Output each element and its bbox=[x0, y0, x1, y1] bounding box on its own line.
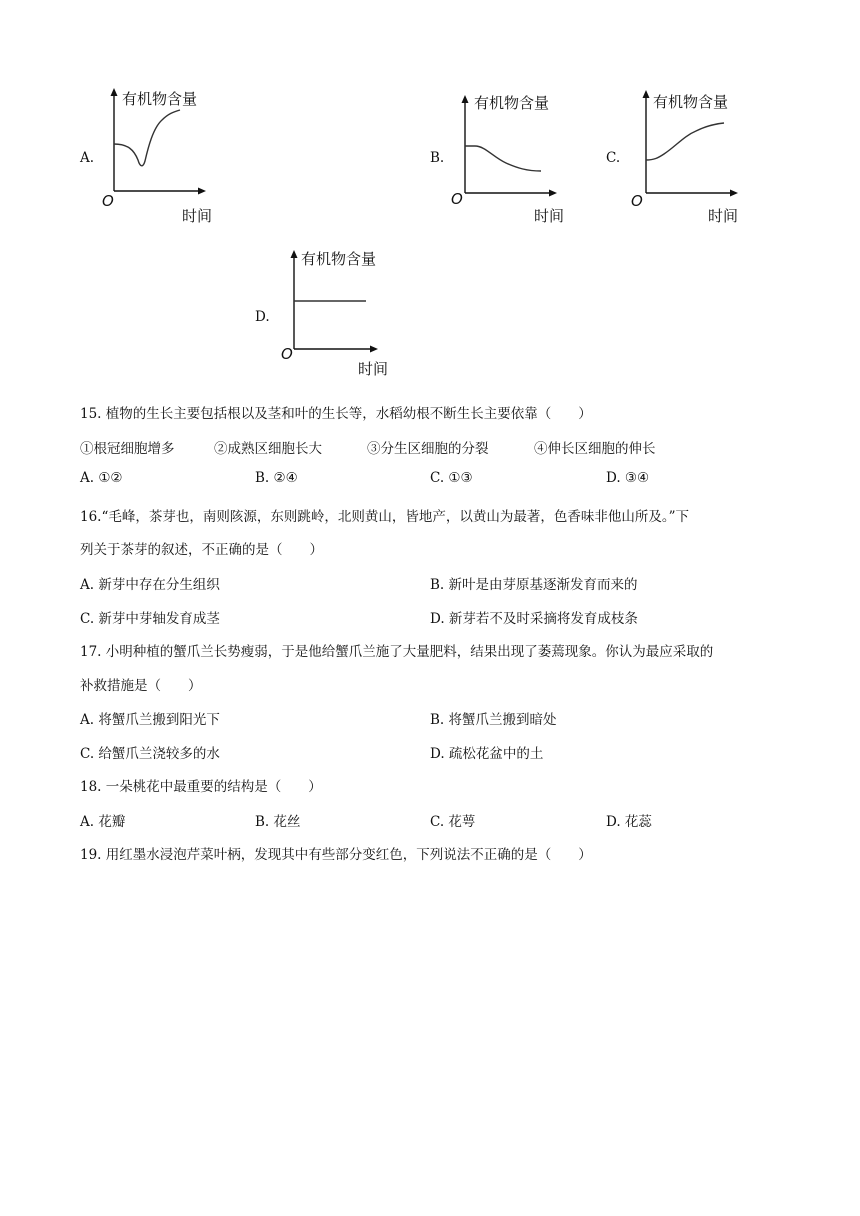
xlabel-d: 时间 bbox=[358, 360, 389, 378]
curve-a bbox=[114, 110, 180, 166]
y-axis-arrow bbox=[462, 95, 469, 103]
q17-stem-line1: 17. 小明种植的蟹爪兰长势瘦弱，于是他给蟹爪兰施了大量肥料，结果出现了萎蔫现象。你认为最应采取的 bbox=[80, 644, 714, 660]
q17-option-a: A. 将蟹爪兰搬到阳光下 bbox=[80, 712, 220, 728]
q15-item-1: ①根冠细胞增多 bbox=[80, 441, 175, 457]
x-axis-arrow bbox=[730, 190, 738, 197]
q18-option-a: A. 花瓣 bbox=[80, 814, 126, 830]
q16-option-b: B. 新叶是由芽原基逐渐发育而来的 bbox=[430, 577, 638, 593]
q15-item-2: ②成熟区细胞长大 bbox=[214, 441, 322, 457]
origin-b: O bbox=[451, 190, 463, 208]
q15-option-a: A. ①② bbox=[80, 470, 123, 486]
q16-option-d: D. 新芽若不及时采摘将发育成枝条 bbox=[430, 611, 638, 627]
origin-a: O bbox=[102, 192, 114, 210]
curve-c bbox=[646, 123, 724, 160]
q17-option-c: C. 给蟹爪兰浇较多的水 bbox=[80, 746, 220, 762]
option-b-label: B. bbox=[430, 150, 445, 166]
x-axis-arrow bbox=[198, 188, 206, 195]
xlabel-c: 时间 bbox=[708, 207, 739, 225]
q16-option-a: A. 新芽中存在分生组织 bbox=[80, 577, 220, 593]
y-axis-arrow bbox=[291, 250, 298, 258]
q15-item-4: ④伸长区细胞的伸长 bbox=[534, 441, 656, 457]
origin-c: O bbox=[631, 192, 643, 210]
q18-option-d: D. 花蕊 bbox=[606, 814, 652, 830]
q15-option-b: B. ②④ bbox=[255, 470, 298, 486]
q15-option-c: C. ①③ bbox=[430, 470, 473, 486]
q17-option-b: B. 将蟹爪兰搬到暗处 bbox=[430, 712, 557, 728]
q18-option-c: C. 花萼 bbox=[430, 814, 476, 830]
q16-stem-line2: 列关于茶芽的叙述，不正确的是（ ） bbox=[80, 542, 323, 558]
origin-d: O bbox=[281, 345, 293, 363]
q18-stem: 18. 一朵桃花中最重要的结构是（ ） bbox=[80, 779, 322, 795]
xlabel-b: 时间 bbox=[534, 207, 565, 225]
q16-stem-line1: 16.“毛峰，茶芽也，南则陔源，东则跳岭，北则黄山，皆地产，以黄山为最著，色香味非他山所及。”下 bbox=[80, 509, 690, 525]
q17-stem-line2: 补救措施是（ ） bbox=[80, 678, 202, 694]
ylabel-d: 有机物含量 bbox=[301, 250, 377, 268]
q16-option-c: C. 新芽中芽轴发育成茎 bbox=[80, 611, 220, 627]
option-d-label: D. bbox=[255, 309, 270, 325]
ylabel-c: 有机物含量 bbox=[653, 93, 729, 111]
curve-b bbox=[465, 146, 541, 171]
q15-option-d: D. ③④ bbox=[606, 470, 650, 486]
q17-option-d: D. 疏松花盆中的土 bbox=[430, 746, 544, 762]
option-a-label: A. bbox=[80, 150, 95, 166]
option-c-label: C. bbox=[606, 150, 621, 166]
q15-item-3: ③分生区细胞的分裂 bbox=[367, 441, 489, 457]
x-axis-arrow bbox=[370, 346, 378, 353]
q19-stem: 19. 用红墨水浸泡芹菜叶柄，发现其中有些部分变红色，下列说法不正确的是（ ） bbox=[80, 847, 592, 863]
ylabel-a: 有机物含量 bbox=[122, 90, 198, 108]
x-axis-arrow bbox=[549, 190, 557, 197]
xlabel-a: 时间 bbox=[182, 207, 213, 225]
y-axis-arrow bbox=[643, 90, 650, 98]
q18-option-b: B. 花丝 bbox=[255, 814, 301, 830]
y-axis-arrow bbox=[111, 88, 118, 96]
ylabel-b: 有机物含量 bbox=[474, 94, 550, 112]
q15-stem: 15. 植物的生长主要包括根以及茎和叶的生长等，水稻幼根不断生长主要依靠（ ） bbox=[80, 406, 592, 422]
